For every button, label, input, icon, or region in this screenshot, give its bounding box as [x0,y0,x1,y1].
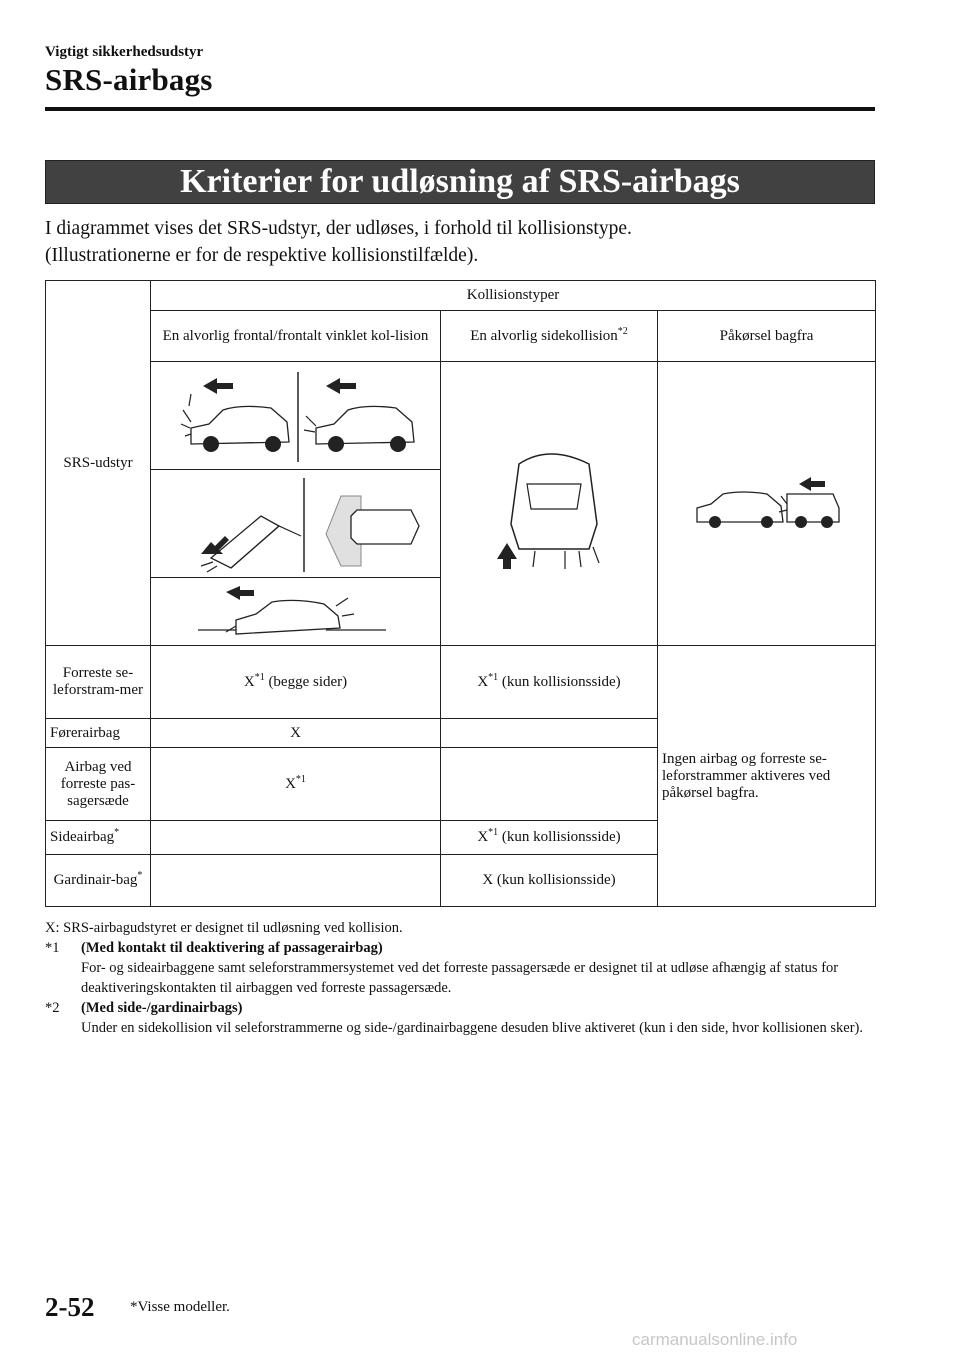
page-number: 2-52 [45,1292,95,1322]
intro-text [45,215,632,269]
rear-illustration [658,362,876,646]
pretensioner-frontal-mark: X [243,673,255,690]
col-rear-header: Påkørsel bagfra [658,311,876,362]
footnote-1 [45,938,875,998]
driver-side [441,719,658,748]
frontal-illustration-3 [151,578,441,646]
watermark: carmanualsonline.info [632,1330,798,1349]
pretensioner-side-text: (kun kollisionsside) [498,673,621,690]
side-airbag-side-sup: *1 [488,827,499,838]
pretensioner-side-sup: *1 [488,671,499,683]
frontal-collision-icon [161,366,431,466]
side-illustration [441,362,658,646]
row-pretensioner-label: Forreste se-leforstram-mer [46,646,151,719]
section-banner [45,160,875,204]
intro-line-2: (Illustrationerne er for de respektive kollisionstilfælde). [45,245,479,266]
pretensioner-frontal [151,646,441,719]
col-frontal-header: En alvorlig frontal/frontalt vinklet kol-lision [151,311,441,362]
side-collision-icon [479,439,619,569]
rear-no-deploy-note: Ingen airbag og forreste se-leforstrammer aktiveres ved påkørsel bagfra. [658,646,876,907]
pretensioner-frontal-text: (begge sider) [264,673,348,690]
side-airbag-label-text: Sideairbag [50,829,115,845]
frontal-illustration-1 [151,362,441,470]
footnotes [45,918,875,1038]
footnote-2-title: (Med side-/gardinairbags) [81,1000,243,1016]
title-divider [45,107,875,111]
footer-note: *Visse modeller. [130,1299,230,1315]
driver-frontal: X [151,719,441,748]
deployment-table [45,280,876,907]
col-side-label: En alvorlig sidekollision [470,327,618,344]
side-airbag-label-sup: * [114,827,120,838]
x-legend: X: SRS-airbagudstyret er designet til udløsning ved kollision. [45,920,403,936]
angled-collision-icon [161,474,431,574]
curtain-side: X (kun kollisionsside) [441,855,658,907]
footnote-1-title: (Med kontakt til deaktivering af passagerairbag) [81,940,383,956]
banner-title: Kriterier for udløsning af SRS-airbags [180,163,740,200]
footnote-2 [45,998,875,1038]
footnote-2-text: Under en sidekollision vil seleforstrammerne og side-/gardinairbaggene desuden blive aktiveret (kun i den side, hvor kollisionen sker). [81,1020,863,1036]
col-side-header [441,311,658,362]
col-side-sup: *2 [617,325,628,337]
rear-collision-icon [687,474,847,534]
side-airbag-side-mark: X [477,829,489,845]
side-airbag-side-text: (kun kollisionsside) [498,829,621,845]
curtain-label-sup: * [137,870,143,881]
footnote-2-mark: *2 [45,1000,60,1016]
passenger-frontal-mark: X [285,775,296,792]
passenger-frontal-sup: *1 [295,773,306,785]
srs-equipment-header: SRS-udstyr [46,281,151,646]
intro-line-1: I diagrammet vises det SRS-udstyr, der udløses, i forhold til kollisionstype. [45,218,632,239]
footnote-1-mark: *1 [45,940,60,956]
offset-collision-icon [186,582,406,642]
page-title: SRS-airbags [45,62,213,97]
section-label: Vigtigt sikkerhedsudstyr [45,44,204,60]
passenger-side [441,748,658,821]
footnote-1-text: For- og sideairbaggene samt seleforstrammersystemet ved det forreste passagersæde er designet til at udløse afhængig af status for deaktiveringskontakten til airbaggen ved forreste passagersæde. [81,960,839,996]
row-curtain-label [46,855,151,907]
side-airbag-side [441,821,658,855]
collision-types-header: Kollisionstyper [151,281,876,311]
pretensioner-side-mark: X [477,673,489,690]
curtain-frontal [151,855,441,907]
curtain-label-text: Gardinair-bag [53,872,138,888]
passenger-frontal [151,748,441,821]
side-airbag-frontal [151,821,441,855]
frontal-illustration-2 [151,470,441,578]
pretensioner-frontal-sup: *1 [254,671,265,683]
pretensioner-side [441,646,658,719]
row-side-airbag-label [46,821,151,855]
row-passenger-label: Airbag ved forreste pas-sagersæde [46,748,151,821]
row-driver-label: Førerairbag [46,719,151,748]
